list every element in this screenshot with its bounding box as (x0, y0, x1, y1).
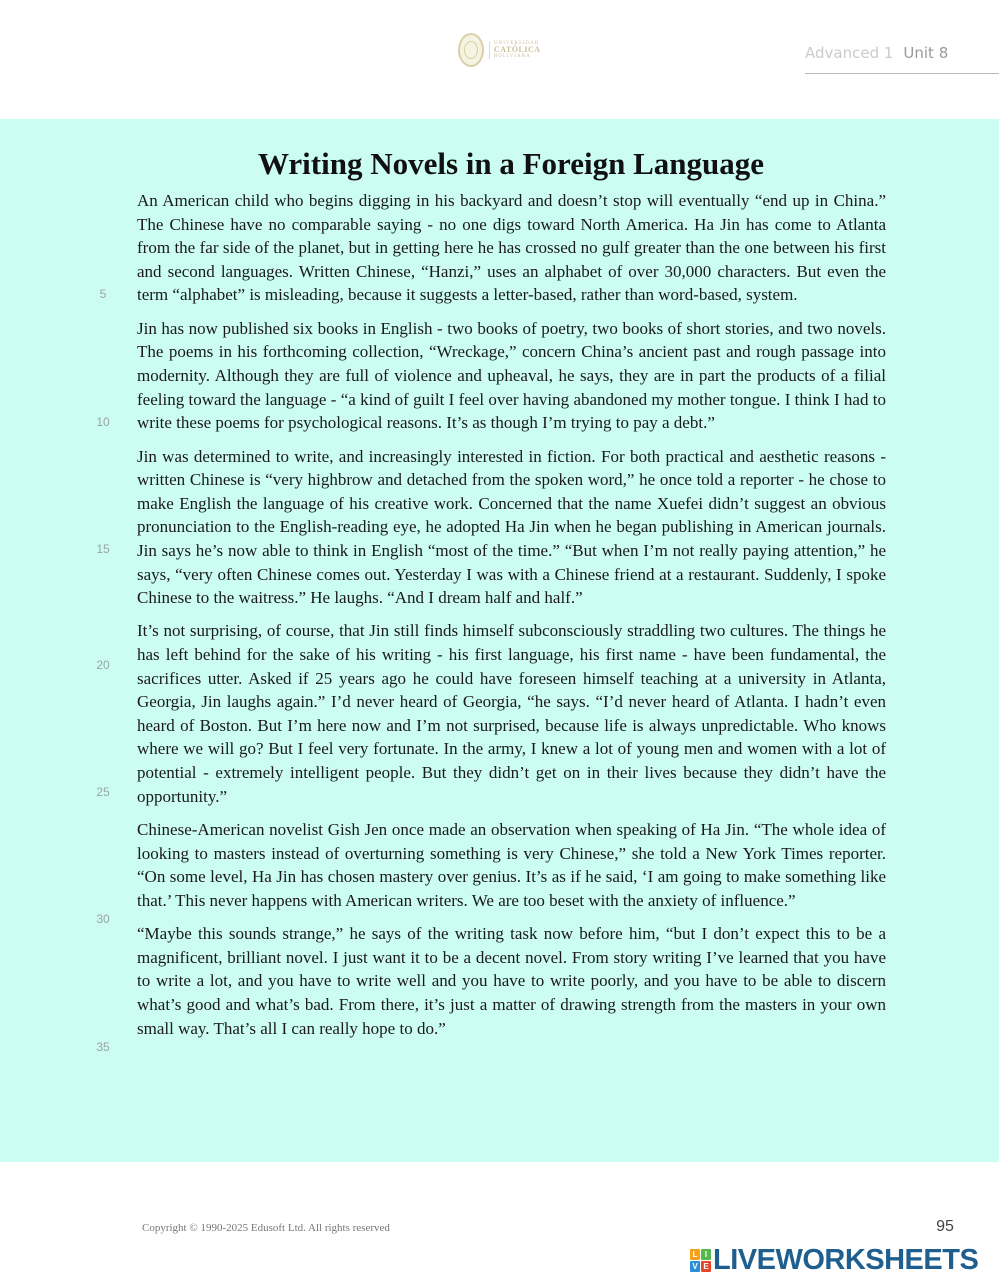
page-number: 95 (936, 1218, 954, 1235)
line-number: 10 (96, 415, 110, 429)
line-number: 15 (96, 542, 110, 556)
badge-letter: E (701, 1261, 711, 1272)
badge-letter: I (701, 1249, 711, 1260)
university-logo-text: UNIVERSIDAD CATÓLICA BOLIVIANA (489, 41, 541, 60)
course-level: Advanced 1 (805, 44, 894, 62)
course-unit: Unit 8 (903, 44, 949, 62)
paragraph-6: “Maybe this sounds strange,” he says of the writing task now before him, “but I don’t expect this to be a magnificent, brilliant novel. I just want it to be a decent novel. From story writing I’ve learned that you have to write a lot, and you have to write well and you have to write poorly, and you have to be able to discern what’s good and what’s bad. From there, it’s just a matter of drawing strength from the masters in your own small way. That’s all I can really hope to do.” (137, 924, 886, 1038)
paragraph-4: It’s not surprising, of course, that Jin still finds himself subconsciously straddling two cultures. The things he has left behind for the sake of his writing - his first language, his first name - have been fundamental, the sacrifices utter. Asked if 25 years ago he could have foreseen himself teaching at a university in Atlanta, Georgia, Jin laughs again.” I’d never heard of Georgia, “he says. “I’d never heard of Atlanta. I hadn’t even heard of Boston. But I’m here now and I’m not surprised, because life is always unpredictable. Who knows where we will go? But I feel very fortunate. In the army, I knew a lot of young men and women with a lot of potential - extremely intelligent people. But they didn’t get on in their lives because they didn’t have the opportunity.” (137, 621, 886, 806)
paragraph-3: Jin was determined to write, and increasingly interested in fiction. For both practical and aesthetic reasons - written Chinese is “very highbrow and detached from the spoken word,” he once told a reporter - he chose to make English the language of his creative work. Concerned that the name Xuefei didn’t suggest an obvious pronunciation to the English-reading eye, he adopted Ha Jin when he began publishing in American journals. Jin says he’s now able to think in English “most of the time.” “But when I’m not really paying attention,” he says, “very often Chinese comes out. Yesterday I was with a Chinese friend at a restaurant. Suddenly, I spoke Chinese to the waitress.” He laughs. “And I dream half and half.” (137, 446, 886, 608)
line-number: 30 (96, 912, 110, 926)
line-number: 25 (96, 785, 110, 799)
university-logo (458, 32, 542, 68)
live-badge-icon (690, 1249, 711, 1272)
line-number: 5 (99, 287, 107, 301)
liveworksheets-wordmark: LIVEWORKSHEETS (713, 1244, 979, 1276)
course-header (805, 44, 999, 74)
article-title: Writing Novels in a Foreign Language (257, 146, 765, 181)
article-body (137, 189, 886, 1050)
copyright-notice: Copyright © 1990-2025 Edusoft Ltd. All rights reserved (142, 1222, 390, 1234)
line-number: 20 (96, 658, 110, 672)
paragraph-2: Jin has now published six books in English - two books of poetry, two books of short stories, and two novels. The poems in his forthcoming collection, “Wreckage,” concern China’s ancient past and rough passage into modernity. Although they are full of violence and upheaval, he says, they are in part the products of a filial feeling toward the language - “a kind of guilt I feel over having abandoned my mother tongue. I think I had to write these poems for psychological reasons. It’s as though I’m trying to pay a debt.” (137, 318, 886, 433)
liveworksheets-logo[interactable] (690, 1245, 978, 1275)
paragraph-1: An American child who begins digging in his backyard and doesn’t stop will eventually “end up in China.” The Chinese have no comparable saying - no one digs toward North America. Ha Jin has come to Atlanta from the far side of the planet, but in getting here he has crossed no gulf greater than the one between his first and second languages. Written Chinese, “Hanzi,” uses an alphabet of over 30,000 characters. But even the term “alphabet” is misleading, because it suggests a letter-based, rather than word-based, system. (137, 191, 886, 305)
line-number: 35 (96, 1040, 110, 1054)
badge-letter: V (690, 1261, 700, 1272)
paragraph-5: Chinese-American novelist Gish Jen once made an observation when speaking of Ha Jin. “The whole idea of looking to masters instead of overturning something is very Chinese,” she told a New York Times reporter. “On some level, Ha Jin has chosen mastery over genius. It’s as if he said, ‘I am going to make something like that.’ This never happens with American writers. We are too beset with the anxiety of influence.” (137, 820, 886, 910)
badge-letter: L (690, 1249, 700, 1260)
university-seal-icon (458, 33, 484, 67)
